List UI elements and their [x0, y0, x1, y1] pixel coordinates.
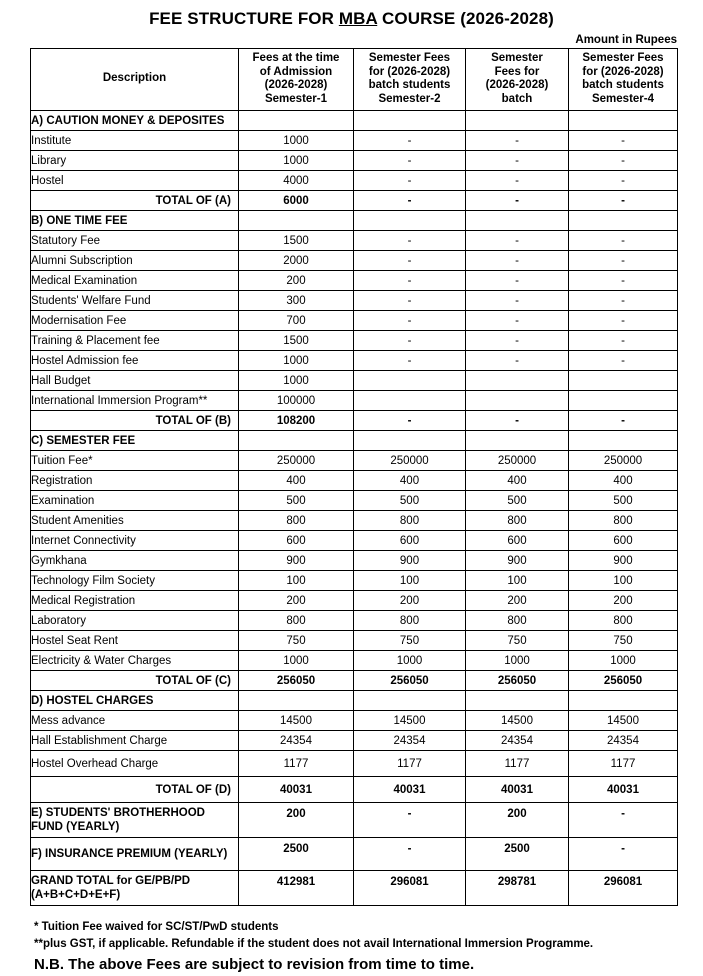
table-row: [31, 591, 678, 611]
table-row: [31, 271, 678, 291]
row-value: -: [354, 311, 466, 331]
row-value: 1000: [239, 651, 354, 671]
column-header-line: Semester-1: [264, 92, 327, 105]
row-value: -: [354, 803, 466, 838]
row-value: 200: [466, 591, 569, 611]
row-value: 100: [466, 571, 569, 591]
row-value: 2500: [466, 838, 569, 871]
row-label: Gymkhana: [31, 551, 239, 571]
table-row: [31, 511, 678, 531]
row-value: 40031: [239, 777, 354, 803]
row-value: [466, 391, 569, 411]
row-label: Tuition Fee*: [31, 451, 239, 471]
table-row: [31, 611, 678, 631]
column-header-line: of Admission: [259, 65, 333, 78]
row-value: -: [354, 838, 466, 871]
row-value: 296081: [354, 871, 466, 906]
row-value: 1177: [354, 751, 466, 777]
table-row: [31, 391, 678, 411]
row-value: -: [466, 331, 569, 351]
column-header-1: [239, 49, 354, 111]
row-value: 256050: [239, 671, 354, 691]
row-value: 500: [466, 491, 569, 511]
row-value: [466, 431, 569, 451]
row-value: -: [466, 171, 569, 191]
row-value: [466, 211, 569, 231]
row-value: 900: [239, 551, 354, 571]
column-header-line: Semester Fees: [582, 52, 664, 64]
row-value: [239, 431, 354, 451]
row-value: 200: [239, 271, 354, 291]
row-value: 250000: [354, 451, 466, 471]
row-value: 1500: [239, 331, 354, 351]
row-label: Library: [31, 151, 239, 171]
table-section-header-row: [31, 431, 678, 451]
row-label: Student Amenities: [31, 511, 239, 531]
table-row: [31, 651, 678, 671]
row-value: 1000: [239, 371, 354, 391]
row-value: 14500: [466, 711, 569, 731]
table-row: [31, 871, 678, 906]
row-value: 2500: [239, 838, 354, 871]
row-value: 600: [354, 531, 466, 551]
row-label: Internet Connectivity: [31, 531, 239, 551]
row-value: -: [466, 231, 569, 251]
table-row: [31, 251, 678, 271]
table-total-row: [31, 191, 678, 211]
row-value: 256050: [354, 671, 466, 691]
row-value: -: [569, 271, 678, 291]
row-value: -: [354, 231, 466, 251]
footnotes: [34, 919, 674, 976]
row-value: 750: [569, 631, 678, 651]
row-value: -: [569, 311, 678, 331]
row-value: -: [354, 351, 466, 371]
row-value: -: [354, 251, 466, 271]
row-value: [466, 371, 569, 391]
row-value: -: [354, 151, 466, 171]
row-value: 250000: [466, 451, 569, 471]
row-value: 750: [466, 631, 569, 651]
page-title-prefix: FEE STRUCTURE FOR: [149, 9, 339, 28]
row-value: -: [569, 291, 678, 311]
row-value: -: [354, 291, 466, 311]
footnote-gst: **plus GST, if applicable. Refundable if the student does not avail International Immersion Programme.: [34, 938, 594, 950]
table-row: [31, 551, 678, 571]
row-value: 14500: [354, 711, 466, 731]
row-value: 6000: [239, 191, 354, 211]
row-label: C) SEMESTER FEE: [31, 431, 239, 451]
row-value: -: [354, 411, 466, 431]
row-value: [239, 211, 354, 231]
row-label: Registration: [31, 471, 239, 491]
row-label: Institute: [31, 131, 239, 151]
row-value: 256050: [569, 671, 678, 691]
row-value: 600: [466, 531, 569, 551]
table-row: [31, 231, 678, 251]
row-value: 24354: [354, 731, 466, 751]
row-value: 800: [569, 611, 678, 631]
column-header-line: for (2026-2028): [582, 65, 664, 78]
row-label: Statutory Fee: [31, 231, 239, 251]
table-row: [31, 291, 678, 311]
row-value: 200: [569, 591, 678, 611]
row-value: 14500: [569, 711, 678, 731]
row-value: 1000: [466, 651, 569, 671]
row-value: 100: [239, 571, 354, 591]
table-row: [31, 711, 678, 731]
fee-structure-table: [30, 48, 678, 906]
row-value: -: [569, 171, 678, 191]
row-value: [569, 111, 678, 131]
row-label: TOTAL OF (C): [31, 671, 239, 691]
row-label: Hostel Seat Rent: [31, 631, 239, 651]
row-label: A) CAUTION MONEY & DEPOSITES: [31, 111, 239, 131]
table-row: [31, 451, 678, 471]
table-section-header-row: [31, 691, 678, 711]
row-value: 296081: [569, 871, 678, 906]
row-value: 100: [354, 571, 466, 591]
row-value: 412981: [239, 871, 354, 906]
table-total-row: [31, 411, 678, 431]
row-value: 200: [239, 803, 354, 838]
column-header-line: (2026-2028): [485, 79, 549, 91]
footnote-revision-notice: N.B. The above Fees are subject to revision from time to time.: [34, 956, 475, 973]
row-value: 250000: [569, 451, 678, 471]
row-label: Laboratory: [31, 611, 239, 631]
page-title: [0, 8, 703, 30]
row-value: -: [354, 331, 466, 351]
row-value: 100000: [239, 391, 354, 411]
row-label: Electricity & Water Charges: [31, 651, 239, 671]
row-value: -: [569, 251, 678, 271]
footnote-tuition-waiver: * Tuition Fee waived for SC/ST/PwD students: [34, 921, 279, 933]
row-value: 500: [239, 491, 354, 511]
column-header-line: Fees for: [494, 65, 540, 78]
row-value: -: [354, 191, 466, 211]
row-value: [569, 211, 678, 231]
row-value: 300: [239, 291, 354, 311]
row-label: E) STUDENTS' BROTHERHOOD FUND (YEARLY): [31, 803, 239, 838]
row-value: [569, 391, 678, 411]
column-header-3: [466, 49, 569, 111]
column-header-line: Description: [102, 72, 167, 85]
column-header-line: Semester-4: [591, 92, 654, 105]
row-value: 400: [569, 471, 678, 491]
row-value: 800: [239, 511, 354, 531]
row-value: -: [569, 231, 678, 251]
column-header-line: (2026-2028): [264, 79, 328, 91]
row-value: 1000: [239, 151, 354, 171]
row-value: 1000: [569, 651, 678, 671]
row-value: [354, 391, 466, 411]
row-value: -: [569, 411, 678, 431]
row-value: -: [569, 151, 678, 171]
row-value: [569, 691, 678, 711]
row-value: 1000: [239, 351, 354, 371]
row-value: [569, 431, 678, 451]
row-value: 800: [354, 611, 466, 631]
row-label: Medical Examination: [31, 271, 239, 291]
table-row: [31, 751, 678, 777]
row-value: 40031: [569, 777, 678, 803]
table-section-header-row: [31, 111, 678, 131]
row-value: [354, 111, 466, 131]
row-label: Hostel: [31, 171, 239, 191]
row-value: -: [569, 803, 678, 838]
row-value: [569, 371, 678, 391]
row-label: Mess advance: [31, 711, 239, 731]
row-value: 298781: [466, 871, 569, 906]
table-row: [31, 371, 678, 391]
row-label: Medical Registration: [31, 591, 239, 611]
row-value: -: [466, 251, 569, 271]
row-label: B) ONE TIME FEE: [31, 211, 239, 231]
row-value: 800: [239, 611, 354, 631]
column-header-4: [569, 49, 678, 111]
row-value: -: [569, 191, 678, 211]
column-header-line: Semester Fees: [368, 52, 451, 64]
table-row: [31, 631, 678, 651]
row-value: [354, 371, 466, 391]
row-label: D) HOSTEL CHARGES: [31, 691, 239, 711]
table-row: [31, 838, 678, 871]
row-value: -: [354, 271, 466, 291]
table-total-row: [31, 777, 678, 803]
fee-structure-document: [0, 8, 703, 973]
row-value: 40031: [354, 777, 466, 803]
column-header-line: batch students: [582, 79, 664, 91]
row-value: 800: [466, 611, 569, 631]
row-value: 40031: [466, 777, 569, 803]
row-value: 14500: [239, 711, 354, 731]
row-value: 256050: [466, 671, 569, 691]
table-row: [31, 571, 678, 591]
row-label: GRAND TOTAL for GE/PB/PD (A+B+C+D+E+F): [31, 871, 239, 906]
row-label: TOTAL OF (A): [31, 191, 239, 211]
row-value: 100: [569, 571, 678, 591]
row-value: 500: [569, 491, 678, 511]
row-value: 1000: [239, 131, 354, 151]
row-value: 1000: [354, 651, 466, 671]
row-value: 900: [354, 551, 466, 571]
row-value: 900: [569, 551, 678, 571]
row-label: TOTAL OF (D): [31, 777, 239, 803]
row-label: International Immersion Program**: [31, 391, 239, 411]
table-total-row: [31, 671, 678, 691]
row-value: 700: [239, 311, 354, 331]
table-row: [31, 803, 678, 838]
row-value: [354, 431, 466, 451]
row-value: -: [569, 131, 678, 151]
row-value: 500: [354, 491, 466, 511]
row-label: Students' Welfare Fund: [31, 291, 239, 311]
row-label: Hall Budget: [31, 371, 239, 391]
row-label: Training & Placement fee: [31, 331, 239, 351]
row-value: 800: [569, 511, 678, 531]
row-label: Examination: [31, 491, 239, 511]
row-value: 24354: [569, 731, 678, 751]
row-value: [239, 111, 354, 131]
row-value: [466, 111, 569, 131]
row-label: Modernisation Fee: [31, 311, 239, 331]
row-value: 750: [354, 631, 466, 651]
row-value: 400: [466, 471, 569, 491]
row-value: -: [466, 131, 569, 151]
table-row: [31, 471, 678, 491]
row-label: Hall Establishment Charge: [31, 731, 239, 751]
row-value: 1177: [239, 751, 354, 777]
row-value: 600: [569, 531, 678, 551]
table-row: [31, 331, 678, 351]
column-header-line: Semester-2: [378, 92, 441, 105]
column-header-line: for (2026-2028): [368, 65, 451, 78]
row-value: -: [354, 131, 466, 151]
row-value: -: [466, 411, 569, 431]
row-value: 800: [354, 511, 466, 531]
row-value: 800: [466, 511, 569, 531]
column-header-2: [354, 49, 466, 111]
row-value: -: [466, 151, 569, 171]
row-value: -: [466, 291, 569, 311]
table-header-row: [31, 49, 678, 111]
row-value: 4000: [239, 171, 354, 191]
row-value: -: [569, 351, 678, 371]
row-label: TOTAL OF (B): [31, 411, 239, 431]
row-value: 200: [239, 591, 354, 611]
table-row: [31, 531, 678, 551]
table-row: [31, 171, 678, 191]
row-value: 900: [466, 551, 569, 571]
column-header-line: Fees at the time: [252, 52, 340, 64]
row-value: 24354: [466, 731, 569, 751]
row-value: -: [466, 351, 569, 371]
row-value: 24354: [239, 731, 354, 751]
row-value: [466, 691, 569, 711]
row-value: -: [466, 271, 569, 291]
row-value: -: [466, 191, 569, 211]
table-row: [31, 311, 678, 331]
table-row: [31, 491, 678, 511]
row-value: 200: [354, 591, 466, 611]
row-label: Hostel Admission fee: [31, 351, 239, 371]
row-value: [354, 211, 466, 231]
row-value: 250000: [239, 451, 354, 471]
column-header-0: [31, 49, 239, 111]
table-header: [31, 49, 678, 111]
row-value: 2000: [239, 251, 354, 271]
row-value: 200: [466, 803, 569, 838]
page-title-suffix: COURSE (2026-2028): [377, 9, 554, 28]
row-value: 400: [239, 471, 354, 491]
column-header-line: Semester: [491, 52, 543, 64]
table-row: [31, 151, 678, 171]
page-title-course: MBA: [338, 9, 378, 28]
row-value: 400: [354, 471, 466, 491]
row-value: [354, 691, 466, 711]
row-label: Hostel Overhead Charge: [31, 751, 239, 777]
row-value: 1177: [466, 751, 569, 777]
row-value: -: [569, 331, 678, 351]
row-label: Alumni Subscription: [31, 251, 239, 271]
row-value: 1500: [239, 231, 354, 251]
table-section-header-row: [31, 211, 678, 231]
row-value: 750: [239, 631, 354, 651]
amount-unit-note: Amount in Rupees: [575, 34, 677, 46]
row-value: -: [466, 311, 569, 331]
row-value: 1177: [569, 751, 678, 777]
table-body: [31, 111, 678, 906]
row-label: F) INSURANCE PREMIUM (YEARLY): [31, 838, 239, 871]
row-value: -: [354, 171, 466, 191]
column-header-line: batch students: [368, 79, 451, 91]
row-value: -: [569, 838, 678, 871]
table-row: [31, 731, 678, 751]
row-value: [239, 691, 354, 711]
table-row: [31, 131, 678, 151]
row-value: 600: [239, 531, 354, 551]
row-label: Technology Film Society: [31, 571, 239, 591]
table-row: [31, 351, 678, 371]
column-header-line: batch: [501, 92, 533, 105]
row-value: 108200: [239, 411, 354, 431]
